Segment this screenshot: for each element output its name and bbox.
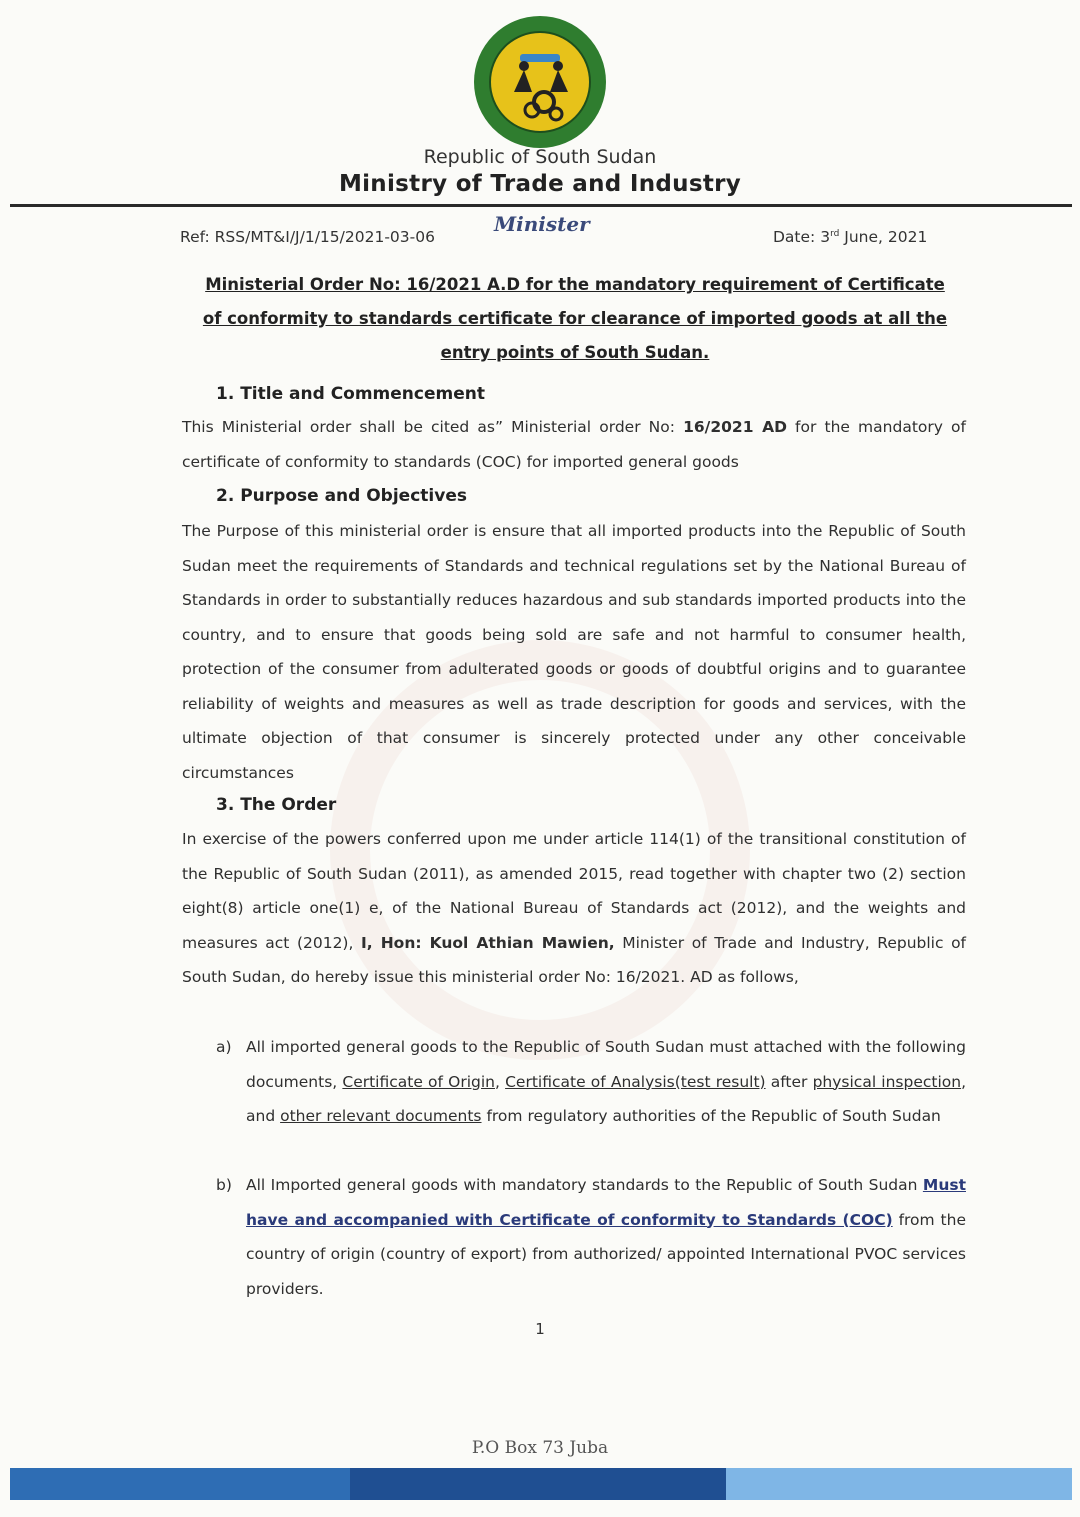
item-a-text-3: after: [765, 1072, 813, 1091]
document-date: [773, 228, 927, 246]
footer-bar-middle: [350, 1468, 726, 1500]
order-item-a: [216, 1030, 966, 1134]
item-a-text-2: ,: [495, 1072, 506, 1091]
footer-bar-left: [10, 1468, 350, 1500]
section-3-text: [182, 822, 966, 995]
header-ministry: Ministry of Trade and Industry: [338, 171, 742, 197]
item-a-text-4: , and: [246, 1072, 967, 1125]
date-prefix: Date: 3: [773, 228, 831, 246]
item-a-text-5: from regulatory authorities of the Republic of South Sudan: [481, 1107, 941, 1125]
section-3-heading: 3. The Order: [216, 795, 337, 815]
reference-number: Ref: RSS/MT&I/J/1/15/2021-03-06: [180, 228, 435, 246]
ministry-seal-logo: [472, 14, 608, 150]
certificate-of-origin: Certificate of Origin: [342, 1072, 495, 1091]
section-3-minister-name: I, Hon: Kuol Athian Mawien,: [361, 933, 615, 952]
item-a-marker: a): [216, 1038, 232, 1056]
certificate-of-analysis: Certificate of Analysis(test result): [505, 1072, 766, 1091]
section-1-heading: 1. Title and Commencement: [216, 384, 485, 404]
item-b-body: [246, 1168, 966, 1306]
item-b-text-2: from the country of origin (country of export) from authorized/ appointed International PVOC services providers.: [246, 1210, 966, 1298]
section-3-text-a: In exercise of the powers conferred upon me under article 114(1) of the transitional constitution of the Republic of South Sudan (2011), as amended 2015, read together with chapter two (2) section eight(8) article one(1) e, of the National Bureau of Standards act (2012), and the weights and measures act (2012),: [182, 830, 966, 952]
date-suffix: June, 2021: [839, 228, 928, 246]
other-relevant-documents: other relevant documents: [280, 1107, 482, 1125]
item-a-body: [246, 1030, 966, 1134]
minister-signature: Minister: [494, 212, 590, 236]
section-1-text-b: for the mandatory of certificate of conformity to standards (COC) for imported general goods: [182, 418, 966, 471]
section-1-order-number: 16/2021 AD: [683, 418, 787, 436]
section-1-text-a: This Ministerial order shall be cited as” Ministerial order No:: [182, 418, 684, 436]
order-title-line-3: entry points of South Sudan.: [440, 343, 710, 362]
page-number: 1: [535, 1320, 545, 1338]
order-item-b: [216, 1168, 966, 1306]
section-2-text: The Purpose of this ministerial order is ensure that all imported products into the Republic of South Sudan meet the requirements of Standards and technical regulations set by the National Bureau of Standards in order to substantially reduces hazardous and sub standards imported products into the country, and to ensure that goods being sold are safe and not harmful to consumer health, protection of the consumer from adulterated goods or goods of doubtful origins and to guarantee reliability of weights and measures as well as trade description for goods and services, with the ultimate objection of that consumer is sincerely protected under any other conceivable circumstances: [182, 522, 966, 782]
order-title-line-2: of conformity to standards certificate for clearance of imported goods at all the: [202, 309, 948, 328]
physical-inspection: physical inspection: [812, 1072, 962, 1091]
header-divider: [10, 204, 1072, 207]
footer-po-box: P.O Box 73 Juba: [471, 1438, 609, 1458]
section-2-heading: 2. Purpose and Objectives: [216, 486, 467, 506]
order-title-line-1: Ministerial Order No: 16/2021 A.D for the mandatory requirement of Certificate: [205, 275, 945, 294]
coc-requirement: Must have and accompanied with Certificate of conformity to Standards (COC): [246, 1176, 966, 1229]
item-a-text-1: All imported general goods to the Republic of South Sudan must attached with the following documents,: [246, 1038, 966, 1091]
section-1-text: [182, 410, 966, 479]
header-republic: Republic of South Sudan: [423, 146, 657, 168]
footer-bar-right: [726, 1468, 1072, 1500]
date-superscript: rd: [830, 228, 840, 239]
order-title: [180, 268, 970, 370]
item-b-text-1: All Imported general goods with mandatory standards to the Republic of South Sudan: [246, 1176, 923, 1194]
item-b-marker: b): [216, 1176, 232, 1194]
section-3-text-b: Minister of Trade and Industry, Republic of South Sudan, do hereby issue this ministerial order No: 16/2021. AD as follows,: [182, 933, 967, 986]
